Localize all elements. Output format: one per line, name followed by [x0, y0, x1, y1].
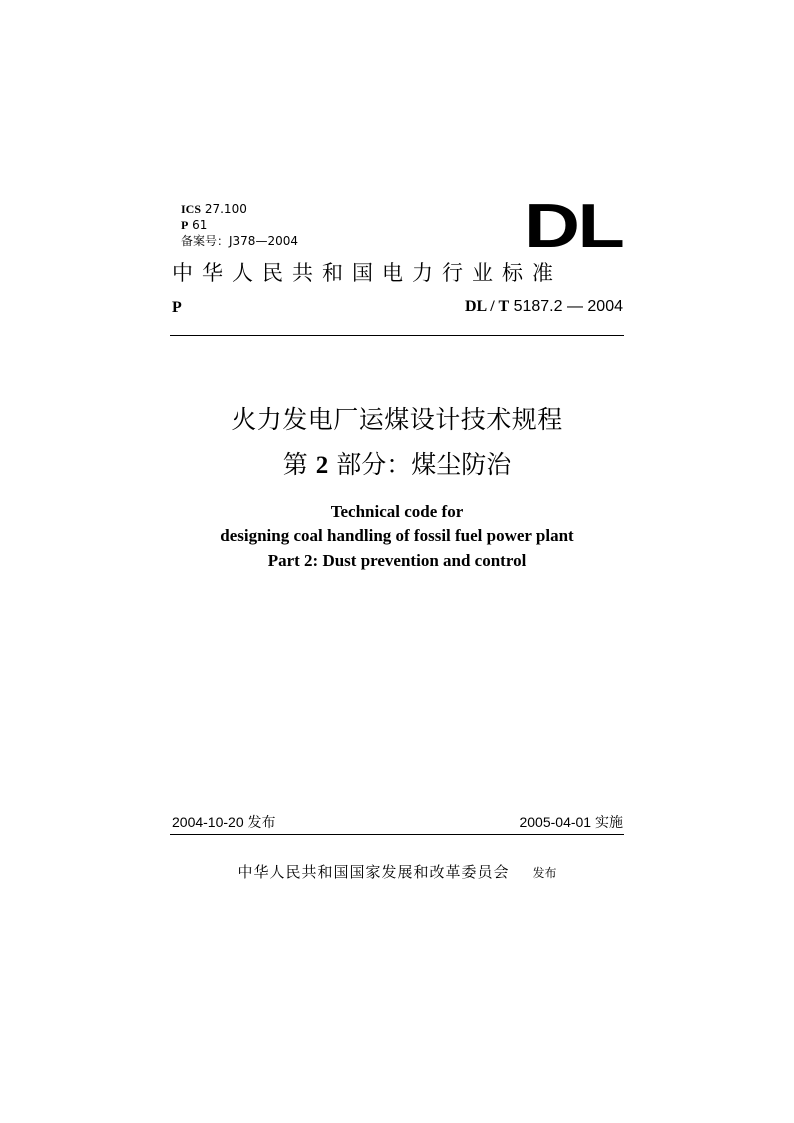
document-title-cn-line1: 火力发电厂运煤设计技术规程 [231, 405, 563, 434]
standard-code-number: 5187.2 — 2004 [513, 298, 623, 315]
standard-category: P [172, 299, 182, 316]
title-part-suffix: 部分：煤尘防治 [336, 450, 512, 479]
document-title-en-line2: designing coal handling of fossil fuel power plant [220, 526, 574, 545]
ics-value: 27.100 [204, 202, 247, 216]
issue-date: 2004-10-20 发布 [172, 814, 276, 830]
ics-code [181, 201, 247, 217]
publisher-name: 中华人民共和国国家发展和改革委员会 [237, 863, 510, 881]
standard-code-prefix: DL / T [464, 298, 510, 315]
standard-title: 中华人民共和国电力行业标准 [172, 261, 562, 285]
document-title-en-line1: Technical code for [330, 502, 464, 521]
classification-value: 61 [192, 218, 208, 232]
document-title-en-line3: Part 2: Dust prevention and control [267, 551, 527, 570]
standard-code [465, 297, 623, 317]
record-number: 备案号：J378—2004 [181, 234, 298, 248]
top-divider [170, 335, 624, 336]
dl-logo: DL [524, 192, 623, 261]
title-part-number: 2 [315, 452, 329, 479]
publisher-line [0, 860, 794, 885]
bottom-divider [170, 834, 624, 835]
implementation-date: 2005-04-01 实施 [519, 814, 623, 830]
document-title-cn-line2 [0, 447, 794, 484]
classification-label: P [181, 218, 189, 232]
ics-label: ICS [181, 202, 202, 216]
publish-label: 发布 [532, 866, 557, 880]
title-part-prefix: 第 [282, 450, 308, 479]
classification-code [181, 217, 207, 233]
